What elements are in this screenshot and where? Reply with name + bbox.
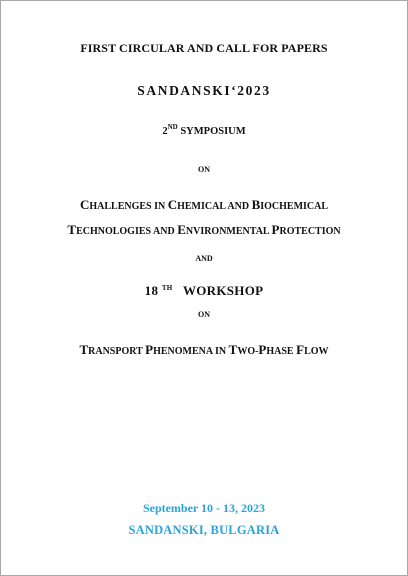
title-initial: C [167,197,178,212]
title-rest: HALLENGES IN [89,201,168,212]
workshop-on: ON [198,310,210,319]
title-rest: RANSPORT [88,346,146,357]
title-rest: ROTECTION [279,226,341,237]
title-initial: P [145,342,154,357]
title-rest: WO- [237,346,259,357]
symposium-title-line2 [1,221,407,239]
title-initial: T [67,222,77,237]
title-rest: HENOMENA IN [153,346,229,357]
title-initial: E [177,222,186,237]
title-rest: HASE [266,346,297,357]
title-rest: NVIRONMENTAL [185,226,272,237]
symposium-title-line1 [1,196,407,214]
symposium-label: SYMPOSIUM [177,126,246,137]
title-initial: F [296,342,305,357]
symposium-ordinal-suffix: ND [167,123,178,131]
connector-and: AND [195,254,213,263]
workshop-title [1,341,407,359]
title-initial: T [228,342,238,357]
title-initial: B [251,197,261,212]
title-initial: C [79,197,90,212]
title-rest: HEMICAL AND [177,201,252,212]
symposium-on: ON [198,165,210,174]
event-title: SANDANSKI‘2023 [137,83,271,98]
title-rest: ECHNOLOGIES AND [76,226,178,237]
workshop-ordinal-number: 18 [144,283,159,298]
title-initial: P [258,342,267,357]
workshop-heading [1,283,407,299]
event-location: SANDANSKI, BULGARIA [128,523,280,537]
workshop-label: WORKSHOP [182,283,264,298]
title-initial: P [271,222,280,237]
title-rest: IOCHEMICAL [260,201,329,212]
title-initial: T [79,342,89,357]
title-rest: LOW [304,346,329,357]
workshop-ordinal-suffix: TH [161,284,173,292]
circular-heading: FIRST CIRCULAR AND CALL FOR PAPERS [80,41,328,55]
symposium-heading [1,123,407,137]
symposium-ordinal-number: 2 [162,126,168,137]
event-dates: September 10 - 13, 2023 [142,501,266,515]
